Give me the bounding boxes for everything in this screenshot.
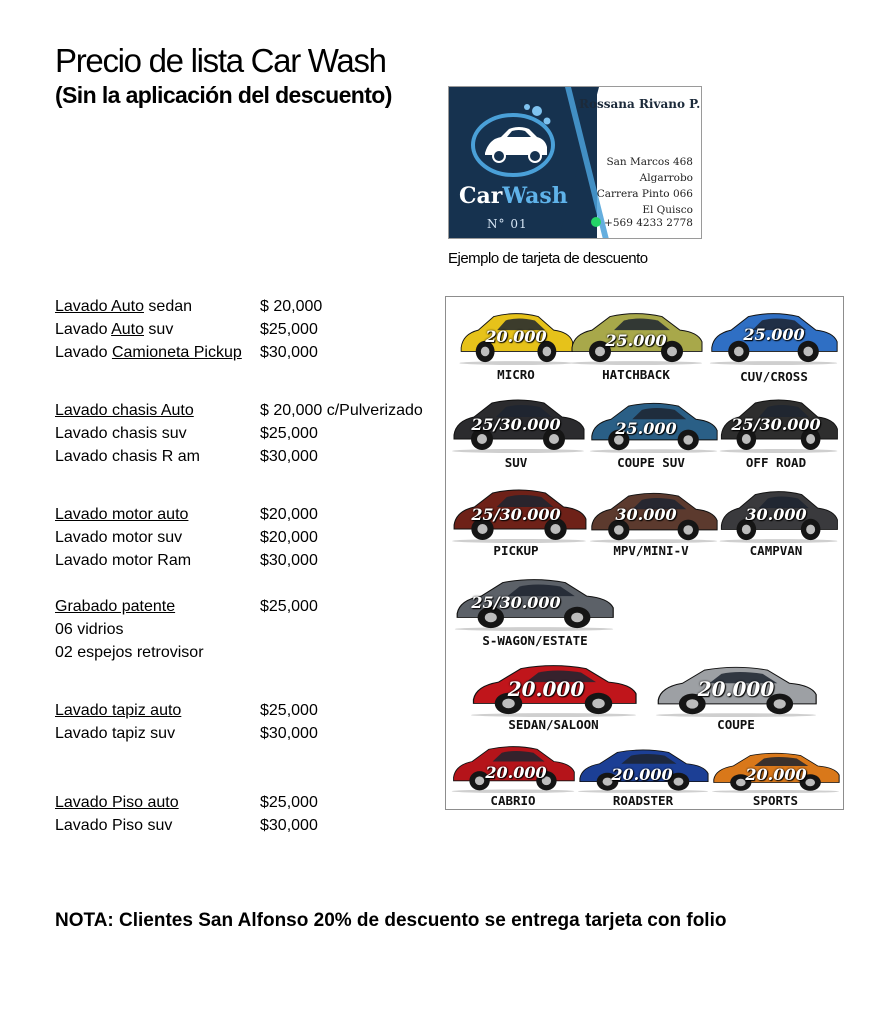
vehicle-category: HATCHBACK	[602, 367, 670, 382]
price-row	[55, 793, 318, 813]
service-label-underlined: Camioneta Pickup	[111, 344, 242, 361]
price-row	[55, 597, 318, 617]
card-phone	[581, 217, 693, 229]
price-row	[55, 401, 423, 421]
vehicle-category: CUV/CROSS	[740, 369, 808, 384]
service-price: $20,000	[260, 506, 318, 523]
price-row	[55, 297, 323, 317]
service-label-underlined: Lavado motor auto	[55, 506, 189, 523]
price-row	[55, 701, 318, 721]
service-label	[55, 702, 181, 719]
service-label	[55, 644, 204, 661]
service-price: $25,000	[260, 425, 318, 442]
vehicle-category: PICKUP	[493, 543, 539, 558]
vehicle-category: SEDAN/SALOON	[508, 717, 599, 732]
service-label	[55, 725, 175, 742]
card-address-line: Algarrobo	[639, 172, 693, 184]
vehicle-category: MICRO	[497, 367, 535, 382]
service-label-text: Lavado chasis R am	[55, 448, 200, 465]
service-price: $25,000	[260, 702, 318, 719]
service-label	[55, 425, 187, 442]
service-label-underlined: Grabado patente	[55, 598, 176, 615]
card-address-line: El Quisco	[642, 204, 693, 216]
service-price: $30,000	[260, 344, 318, 361]
vehicle-price: 20.000	[485, 763, 547, 782]
service-label	[55, 448, 200, 465]
service-price: $30,000	[260, 725, 318, 742]
vehicle-price: 20.000	[507, 677, 585, 701]
price-row	[55, 816, 318, 836]
vehicle-category: SUV	[504, 455, 528, 470]
card-brand-car: Car	[459, 183, 503, 209]
service-price: $ 20,000	[260, 298, 323, 315]
card-caption: Ejemplo de tarjeta de descuento	[448, 250, 648, 267]
price-row	[55, 643, 204, 663]
card-address	[589, 154, 693, 218]
price-row	[55, 724, 318, 744]
vehicle-price: 20.000	[611, 765, 673, 784]
service-price: $30,000	[260, 448, 318, 465]
card-address-line: Carrera Pinto 066	[596, 188, 693, 200]
service-label	[55, 621, 123, 638]
vehicle-category: S-WAGON/ESTATE	[482, 633, 588, 648]
vehicle-category: ROADSTER	[612, 793, 674, 808]
service-label-text: Lavado	[55, 344, 112, 361]
service-label-suffix: sedan	[143, 298, 193, 315]
vehicle-price: 25.000	[743, 325, 805, 344]
vehicle-category: COUPE SUV	[617, 455, 685, 470]
vehicle-category: MPV/MINI-V	[613, 543, 689, 558]
price-row	[55, 620, 123, 640]
price-row	[55, 447, 318, 467]
service-price: $25,000	[260, 321, 318, 338]
price-row	[55, 528, 318, 548]
discount-note: NOTA: Clientes San Alfonso 20% de descuento se entrega tarjeta con folio	[55, 910, 727, 931]
service-label	[55, 598, 175, 615]
price-row	[55, 424, 318, 444]
service-price: $25,000	[260, 598, 318, 615]
page-title: Precio de lista Car Wash	[55, 42, 386, 79]
service-price: $20,000	[260, 529, 318, 546]
card-brand-wash: Wash	[502, 183, 568, 209]
vehicle-price: 25/30.000	[471, 593, 561, 612]
service-label-underlined: Lavado Piso auto	[55, 794, 179, 811]
card-brand	[459, 183, 568, 209]
service-price: $25,000	[260, 794, 318, 811]
service-label	[55, 817, 172, 834]
service-label-suffix: suv	[143, 321, 174, 338]
card-owner-name: Rossana Rivano P.	[579, 97, 701, 111]
service-label-text: 06 vidrios	[55, 621, 124, 638]
vehicle-price: 25/30.000	[731, 415, 821, 434]
service-label	[55, 794, 179, 811]
service-label-text: 02 espejos retrovisor	[55, 644, 204, 661]
vehicle-category: SPORTS	[752, 793, 799, 808]
service-label-text: Lavado motor suv	[55, 529, 183, 546]
vehicle-price: 20.000	[697, 677, 775, 701]
service-label	[55, 344, 242, 361]
vehicle-price: 30.000	[745, 505, 807, 524]
service-label-text: Lavado motor Ram	[55, 552, 192, 569]
card-number: N° 01	[487, 217, 528, 231]
card-address-line: San Marcos 468	[606, 156, 693, 168]
service-label	[55, 506, 188, 523]
service-label-underlined: Lavado tapiz auto	[55, 702, 182, 719]
service-label-text: Lavado Piso suv	[55, 817, 173, 834]
vehicle-category: CAMPVAN	[749, 543, 803, 558]
vehicle-price: 20.000	[745, 765, 807, 784]
vehicle-price: 25.000	[615, 419, 677, 438]
service-label-underlined: Auto	[111, 321, 144, 338]
vehicle-price: 25/30.000	[471, 505, 561, 524]
price-row	[55, 551, 318, 571]
whatsapp-icon	[591, 217, 601, 227]
service-label-text: Lavado chasis suv	[55, 425, 187, 442]
service-price: $30,000	[260, 817, 318, 834]
vehicle-price-grid	[445, 296, 844, 810]
service-label-underlined: Lavado chasis Auto	[55, 402, 194, 419]
service-label	[55, 402, 194, 419]
price-row	[55, 343, 318, 363]
vehicle-category: CABRIO	[490, 793, 536, 808]
vehicle-price: 25/30.000	[471, 415, 561, 434]
card-phone-number: +569 4233 2778	[604, 217, 693, 229]
vehicle-price: 25.000	[605, 331, 667, 350]
service-label	[55, 298, 192, 315]
service-label-underlined: Lavado Auto	[55, 298, 144, 315]
car-logo-icon	[467, 101, 559, 181]
service-label	[55, 529, 182, 546]
price-row	[55, 320, 318, 340]
vehicle-category: OFF ROAD	[745, 455, 807, 470]
vehicle-price: 30.000	[615, 505, 677, 524]
service-price: $30,000	[260, 552, 318, 569]
service-label-text: Lavado	[55, 321, 112, 338]
price-row	[55, 505, 318, 525]
discount-card	[448, 86, 702, 239]
vehicle-category: COUPE	[717, 717, 755, 732]
service-label	[55, 552, 191, 569]
vehicle-price: 20.000	[485, 327, 547, 346]
page-subtitle: (Sin la aplicación del descuento)	[55, 82, 392, 108]
service-price: $ 20,000 c/Pulverizado	[260, 402, 423, 419]
service-label-text: Lavado tapiz suv	[55, 725, 176, 742]
service-label	[55, 321, 173, 338]
